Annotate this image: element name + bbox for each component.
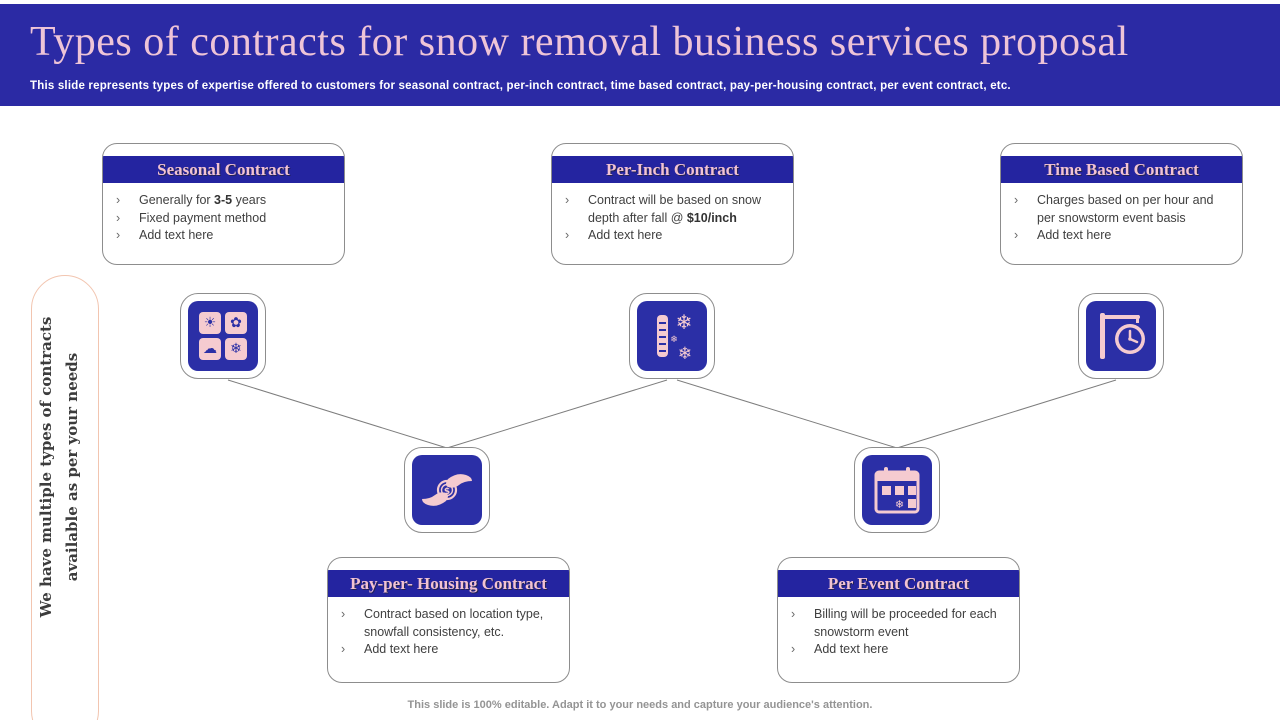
bullet-chevron: › [116,193,121,207]
card-per-inch-contract [551,143,794,265]
bullet-item [341,641,561,659]
bullet-list [1001,192,1242,245]
bullet-item [116,227,336,245]
bullet-chevron: › [116,210,121,225]
bullet-item [565,227,785,245]
svg-text:❄: ❄ [670,335,678,345]
payment-hands-coin-icon [404,447,490,533]
bullet-list [778,606,1019,659]
bullet-text: Charges based on per hour and per snowstorm event basis [1037,193,1214,225]
page-title: Types of contracts for snow removal business services proposal [30,19,1129,65]
four-seasons-grid [199,312,247,360]
bullet-item [116,192,336,210]
bullet-list [328,606,569,659]
bullet-item [791,641,1011,659]
bullet-text: Fixed payment method [139,210,267,225]
card-title-band [552,156,793,183]
footer-note: This slide is 100% editable. Adapt it to your needs and capture your audience's attention. [407,699,873,711]
bullet-text: Generally for 3-5 years [139,193,267,207]
bullet-item [565,192,785,227]
snowflake-icon: ❄ [225,338,247,360]
card-title-band [103,156,344,183]
bullet-item [1014,227,1234,245]
card-title-band [778,570,1019,597]
hanging-clock-icon [1078,293,1164,379]
card-title: Pay-per- Housing Contract [350,573,547,593]
card-per-event-contract [777,557,1020,683]
svg-text:❄: ❄ [675,310,693,334]
side-note-text [33,307,97,627]
bullet-text: Add text here [1037,228,1112,242]
card-title: Seasonal Contract [157,159,290,179]
snowstorm-calendar-tile [862,455,932,525]
bullet-text: Add text here [364,642,439,656]
bullet-text: Contract based on location type, snowfall consistency, etc. [364,607,544,639]
bullet-item [1014,192,1234,227]
bullet-chevron: › [116,228,121,242]
bullet-chevron: › [791,642,796,656]
card-pay-per-housing-contract [327,557,570,683]
four-seasons-icon [180,293,266,379]
card-title: Per-Inch Contract [606,159,739,179]
cloud-icon: ☁ [199,338,221,360]
bullet-text: Add text here [139,228,214,242]
svg-text:$: $ [443,487,451,497]
bullet-item [791,606,1011,641]
side-note-line2: available as per your needs [63,352,82,582]
bullet-text: Add text here [588,228,663,242]
svg-text:❄: ❄ [677,344,693,364]
card-title: Time Based Contract [1044,159,1199,179]
snow-depth-ruler-tile [637,301,707,371]
side-note-line1: We have multiple types of contracts [37,316,55,618]
bullet-item [341,606,561,641]
bullet-text: Contract will be based on snow depth after fall @ $10/inch [588,193,762,225]
hanging-clock-tile [1086,301,1156,371]
bullet-chevron: › [565,228,570,242]
card-seasonal-contract [102,143,345,265]
bullet-chevron: › [341,642,346,656]
svg-text:❄: ❄ [894,498,905,511]
bullet-chevron: › [1014,228,1019,242]
bullet-chevron: › [1014,193,1019,207]
four-seasons-icon-tile [188,301,258,371]
card-title: Per Event Contract [827,573,970,593]
sun-icon: ☀ [199,312,221,334]
leaf-icon: ✿ [225,312,247,334]
bullet-text: Add text here [814,642,889,656]
bullet-chevron: › [565,193,570,207]
bullet-list [552,192,793,245]
card-title-band [328,570,569,597]
bullet-chevron: › [791,607,796,621]
card-time-based-contract [1000,143,1243,265]
bullet-text: Billing will be proceeded for each snowstorm event [814,607,997,639]
bullet-chevron: › [341,607,346,621]
page-subtitle: This slide represents types of expertise offered to customers for seasonal contract, per-inch contract, time based contract, pay-per-housing contract, per event contract, etc. [30,80,1011,92]
snow-depth-ruler-icon [629,293,715,379]
header-band [0,4,1280,106]
bullet-list [103,192,344,245]
snowstorm-calendar-icon [854,447,940,533]
bullet-item [116,210,336,228]
payment-hands-coin-tile [412,455,482,525]
card-title-band [1001,156,1242,183]
